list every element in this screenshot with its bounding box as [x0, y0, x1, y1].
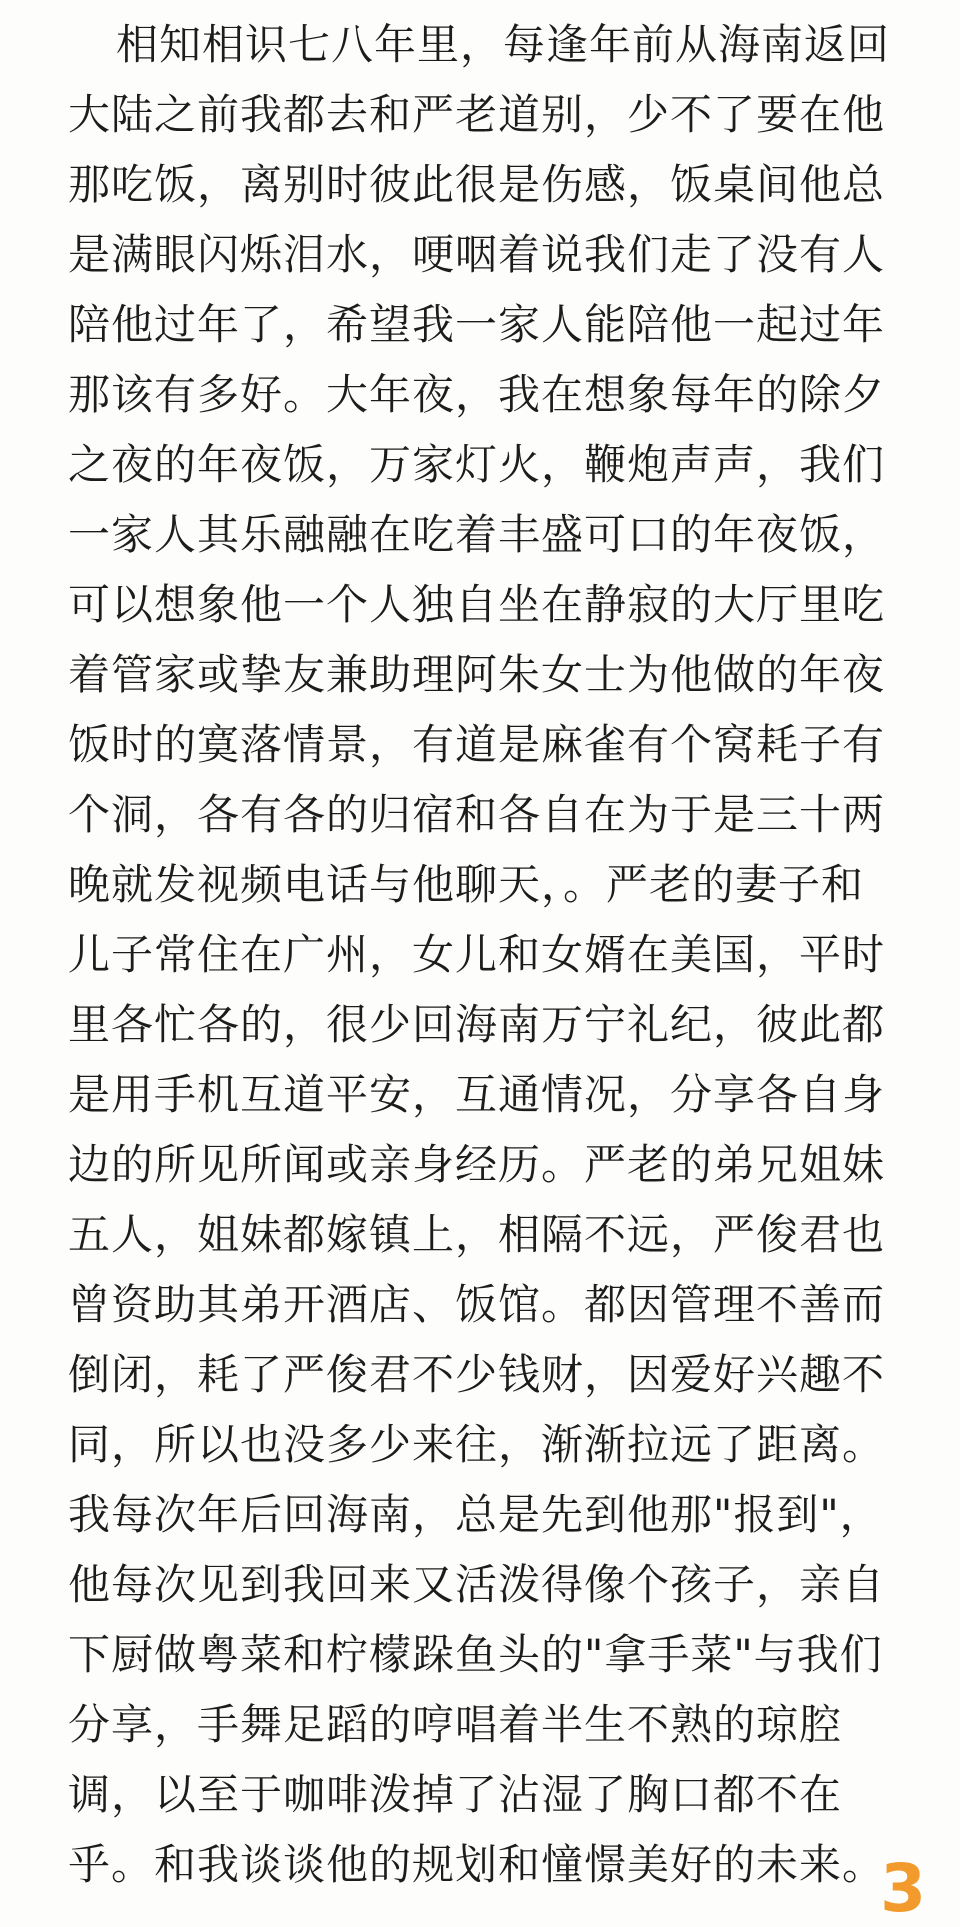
- paragraph-line: 之夜的年夜饭，万家灯火，鞭炮声声，我们: [68, 440, 886, 489]
- paragraph-line: 五人，姐妹都嫁镇上，相隔不远，严俊君也: [68, 1210, 886, 1259]
- paragraph-line: 边的所见所闻或亲身经历。严老的弟兄姐妹: [68, 1140, 886, 1189]
- paragraph-line: 乎。和我谈谈他的规划和憧憬美好的未来。: [68, 1840, 886, 1889]
- paragraph-line: 调，以至于咖啡泼掉了沾湿了胸口都不在: [68, 1770, 843, 1819]
- paragraph-line: 曾资助其弟开酒店、饭馆。都因管理不善而: [68, 1280, 886, 1329]
- paragraph-line: 我每次年后回海南，总是先到他那"报到"，: [68, 1490, 883, 1539]
- page-number: 3: [880, 1850, 926, 1927]
- paragraph-line: 分享，手舞足蹈的哼唱着半生不熟的琼腔: [68, 1700, 843, 1749]
- article-body: [68, 10, 908, 1900]
- paragraph-line: 饭时的寞落情景，有道是麻雀有个窝耗子有: [68, 720, 886, 769]
- paragraph-line: 陪他过年了，希望我一家人能陪他一起过年: [68, 300, 886, 349]
- paragraph-line: 那该有多好。大年夜，我在想象每年的除夕: [68, 370, 886, 419]
- paragraph-line: 可以想象他一个人独自坐在静寂的大厅里吃: [68, 580, 886, 629]
- paragraph-line: 下厨做粤菜和柠檬跺鱼头的"拿手菜"与我们: [68, 1630, 883, 1679]
- paragraph-line: 倒闭，耗了严俊君不少钱财，因爱好兴趣不: [68, 1350, 886, 1399]
- paragraph-line: 里各忙各的，很少回海南万宁礼纪，彼此都: [68, 1000, 886, 1049]
- paragraph-line: 那吃饭，离别时彼此很是伤感，饭桌间他总: [68, 160, 886, 209]
- paragraph-line: 他每次见到我回来又活泼得像个孩子，亲自: [68, 1560, 886, 1609]
- paragraph-line: 相知相识七八年里，每逢年前从海南返回: [116, 20, 891, 69]
- paragraph-line: 个洞，各有各的归宿和各自在为于是三十两: [68, 790, 886, 839]
- paragraph-line: 是满眼闪烁泪水，哽咽着说我们走了没有人: [68, 230, 886, 279]
- paragraph-line: 着管家或挚友兼助理阿朱女士为他做的年夜: [68, 650, 886, 699]
- paragraph-line: 晚就发视频电话与他聊天，。严老的妻子和: [68, 860, 865, 909]
- paragraph-line: 是用手机互道平安，互通情况，分享各自身: [68, 1070, 886, 1119]
- paragraph-line: 一家人其乐融融在吃着丰盛可口的年夜饭，: [68, 510, 886, 559]
- paragraph-line: 大陆之前我都去和严老道别，少不了要在他: [68, 90, 886, 139]
- paragraph-line: 儿子常住在广州，女儿和女婿在美国，平时: [68, 930, 886, 979]
- paragraph-line: 同，所以也没多少来往，渐渐拉远了距离。: [68, 1420, 886, 1469]
